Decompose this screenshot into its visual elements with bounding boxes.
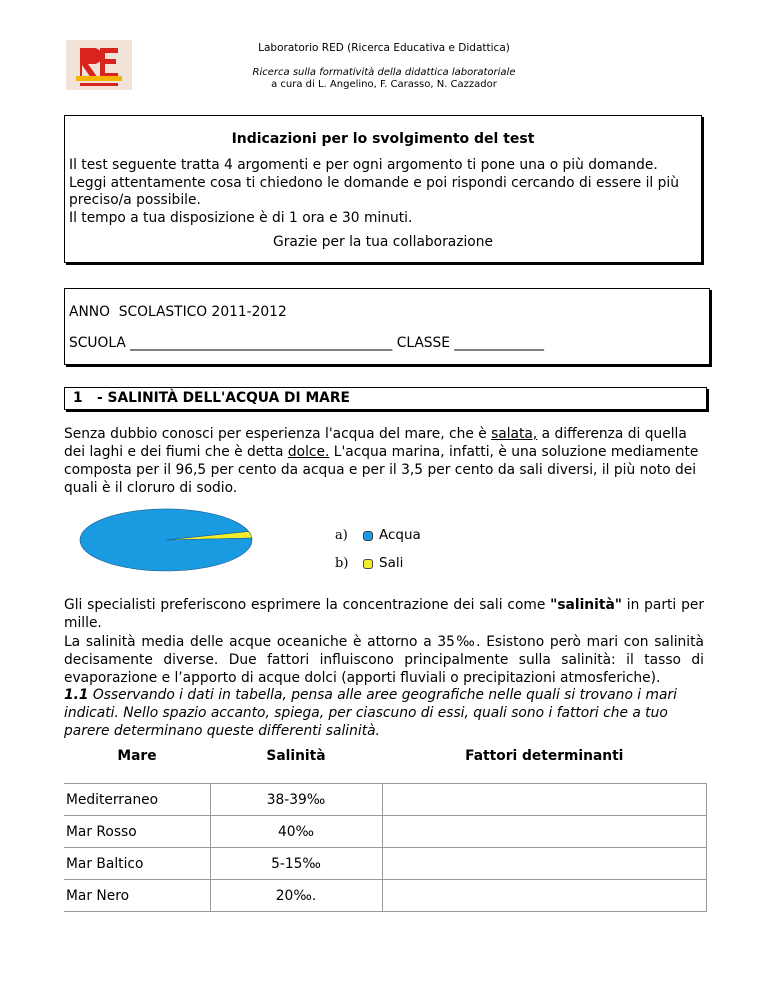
cell-sea: Mar Nero bbox=[64, 880, 210, 912]
cell-salinity: 20‰. bbox=[210, 880, 382, 912]
salinity-pie-chart bbox=[78, 507, 258, 573]
legend-letter-a: a) bbox=[335, 528, 348, 543]
specialists-paragraph: Gli specialisti preferiscono esprimere la concentrazione dei sali come "salinità" in parti per mille. bbox=[64, 597, 704, 631]
table-row bbox=[64, 848, 707, 880]
section-heading: 1 - SALINITÀ DELL'ACQUA DI MARE bbox=[73, 390, 350, 406]
school-class-line[interactable]: SCUOLA ______________________________________ CLASSE _____________ bbox=[69, 335, 545, 351]
legend-swatch-sali bbox=[363, 559, 373, 569]
instructions-line: Il tempo a tua disposizione è di 1 ora e 30 minuti. bbox=[69, 209, 413, 226]
header-authors: a cura di L. Angelino, F. Carasso, N. Cazzador bbox=[271, 79, 497, 90]
intro-paragraph: Senza dubbio conosci per esperienza l'acqua del mare, che è salata, a differenza di quella dei laghi e dei fiumi che è detta dolce. L'acqua marina, infatti, è una soluzione mediamente composta per il 96,5 per cento da acqua e per il 3,5 per cento da sali diversi, il più noto dei quali è il cloruro di sodio. bbox=[64, 426, 699, 496]
cell-sea: Mediterraneo bbox=[64, 784, 210, 816]
salinita-term: "salinità" bbox=[550, 597, 622, 613]
cell-sea: Mar Baltico bbox=[64, 848, 210, 880]
form-box bbox=[64, 288, 710, 365]
legend-letter-b: b) bbox=[335, 556, 349, 571]
cell-factors-answer[interactable] bbox=[382, 848, 707, 880]
school-year: ANNO SCOLASTICO 2011-2012 bbox=[69, 304, 287, 320]
table-row bbox=[64, 784, 707, 816]
instructions-line: Il test seguente tratta 4 argomenti e per ogni argomento ti pone una o più domande. bbox=[69, 157, 658, 173]
table-row bbox=[64, 880, 707, 912]
table-header-salinita: Salinità bbox=[266, 748, 326, 764]
table-header-fattori: Fattori determinanti bbox=[465, 748, 624, 764]
pie-slice-acqua bbox=[80, 509, 252, 571]
table-row bbox=[64, 816, 707, 848]
cell-salinity: 40‰ bbox=[210, 816, 382, 848]
instructions-thanks: Grazie per la tua collaborazione bbox=[273, 234, 493, 250]
instructions-body bbox=[69, 157, 697, 227]
cell-salinity: 5-15‰ bbox=[210, 848, 382, 880]
instructions-title: Indicazioni per lo svolgimento del test bbox=[231, 131, 535, 147]
legend-label-sali: Sali bbox=[379, 555, 404, 571]
cell-factors-answer[interactable] bbox=[382, 784, 707, 816]
dolce-word: dolce. bbox=[287, 444, 330, 460]
question-number: 1.1 bbox=[64, 687, 89, 703]
header-lab: Laboratorio RED (Ricerca Educativa e Didattica) bbox=[258, 42, 510, 54]
salinity-paragraph: La salinità media delle acque oceaniche è attorno a 35‰. Esistono però mari con salinità decisamente diverse. Due fattori influiscono principalmente sulla salinità: il tasso di evaporazione e l’apporto di acque dolci (apporti fluviali o precipitazioni atmosferiche). bbox=[64, 634, 704, 686]
header-research: Ricerca sulla formatività della didattica laboratoriale bbox=[252, 67, 516, 78]
table-header-mare: Mare bbox=[117, 748, 157, 764]
cell-sea: Mar Rosso bbox=[64, 816, 210, 848]
salata-word: salata, bbox=[491, 426, 538, 442]
cell-factors-answer[interactable] bbox=[382, 880, 707, 912]
cell-factors-answer[interactable] bbox=[382, 816, 707, 848]
legend-swatch-acqua bbox=[363, 531, 373, 541]
instructions-line: Leggi attentamente cosa ti chiedono le domande e poi rispondi cercando di essere il più preciso/a possibile. bbox=[69, 174, 679, 208]
salinity-table bbox=[64, 740, 707, 912]
question-1-1: 1.1 Osservando i dati in tabella, pensa alle aree geografiche nelle quali si trovano i mari indicati. Nello spazio accanto, spiega, per ciascuno di essi, quali sono i fattori che a tuo parere determinano queste differenti salinità. bbox=[64, 687, 677, 739]
cell-salinity: 38-39‰ bbox=[210, 784, 382, 816]
legend-label-acqua: Acqua bbox=[379, 527, 421, 543]
